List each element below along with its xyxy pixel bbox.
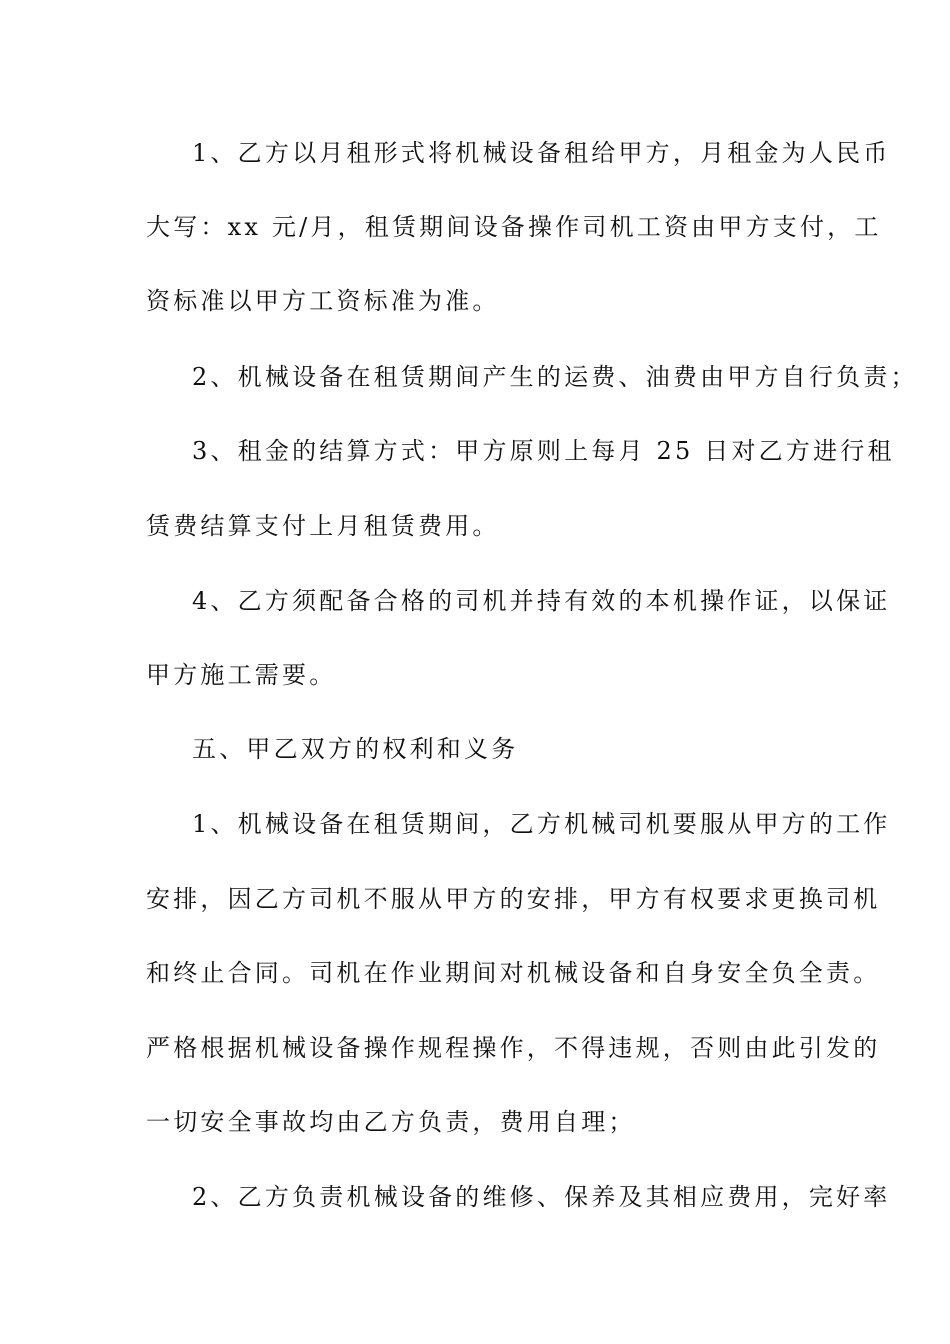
clause-4-1-line-1: 1、乙方以月租形式将机械设备租给甲方，月租金为人民币	[192, 139, 891, 167]
clause-5-1-line-2: 安排，因乙方司机不服从甲方的安排，甲方有权要求更换司机	[146, 885, 881, 913]
clause-4-3-line-2: 赁费结算支付上月租赁费用。	[146, 512, 500, 540]
clause-4-1-line-2: 大写：xx 元/月，租赁期间设备操作司机工资由甲方支付，工	[146, 213, 882, 241]
clause-5-2-line-1: 2、乙方负责机械设备的维修、保养及其相应费用，完好率	[192, 1183, 891, 1211]
section-5-heading: 五、甲乙双方的权利和义务	[192, 735, 519, 763]
clause-4-2-line-1: 2、机械设备在租赁期间产生的运费、油费由甲方自行负责；	[192, 363, 918, 391]
clause-5-1-line-4: 严格根据机械设备操作规程操作，不得违规，否则由此引发的	[146, 1034, 881, 1062]
clause-5-1-line-1: 1、机械设备在租赁期间，乙方机械司机要服从甲方的工作	[192, 810, 891, 838]
clause-4-4-line-1: 4、乙方须配备合格的司机并持有效的本机操作证，以保证	[192, 587, 891, 615]
clause-4-1-line-3: 资标准以甲方工资标准为准。	[146, 287, 500, 315]
clause-4-4-line-2: 甲方施工需要。	[146, 661, 337, 689]
clause-4-3-line-1: 3、租金的结算方式：甲方原则上每月 25 日对乙方进行租	[192, 437, 895, 465]
clause-5-1-line-5: 一切安全事故均由乙方负责，费用自理；	[146, 1108, 636, 1136]
clause-5-1-line-3: 和终止合同。司机在作业期间对机械设备和自身安全负全责。	[146, 959, 881, 987]
